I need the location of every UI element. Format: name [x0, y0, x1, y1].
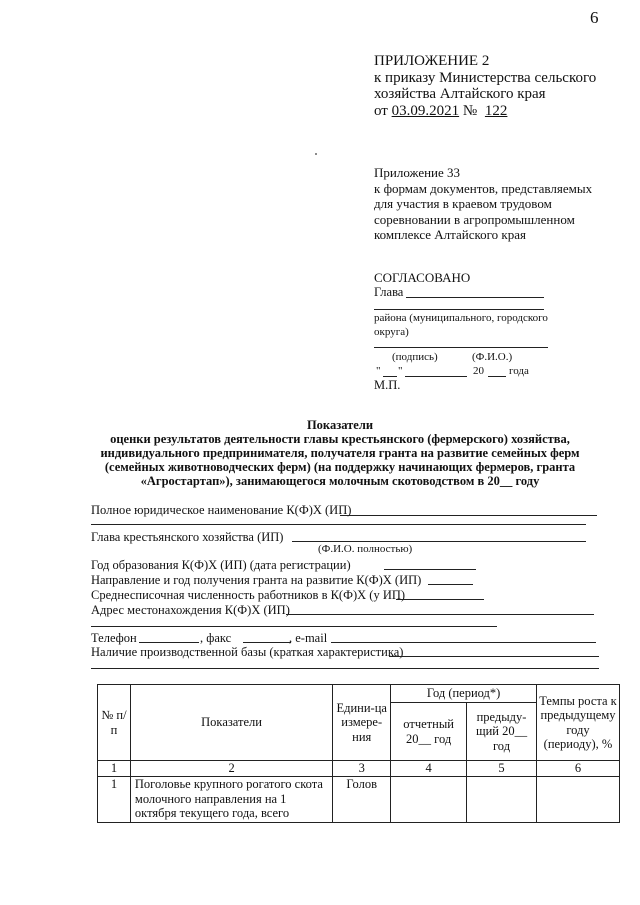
appendix-33-block [374, 165, 592, 243]
approval-head-line[interactable] [406, 297, 544, 298]
month-line[interactable] [405, 376, 467, 377]
head-name-input-line[interactable] [292, 541, 586, 542]
address-label: Адрес местонахождения К(Ф)Х (ИП) [91, 603, 290, 617]
year-prefix: 20 [473, 365, 484, 377]
full-name-input-line[interactable] [340, 515, 597, 516]
appendix-33-line2: к формам документов, представляемых [374, 180, 593, 196]
col-num-2: 2 [130, 761, 332, 777]
header-period: Год (период*) [391, 685, 537, 703]
production-base-input-line-2[interactable] [91, 668, 599, 669]
production-base-input-line[interactable] [389, 656, 599, 657]
header-indicators: Показатели [130, 685, 332, 761]
grant-input-line[interactable] [428, 584, 473, 585]
header-num: № п/п [98, 685, 131, 761]
appendix-33-line3: для участия в краевом трудовом [374, 196, 552, 211]
row1-indicator: Поголовье крупного рогатого скота молочного направления на 1 октября текущего года, всего [130, 777, 332, 823]
heading-title: Показатели [306, 418, 374, 432]
row1-reporting-value[interactable] [391, 777, 467, 823]
header-growth-rate: Темпы роста к предыдущему году (периоду), % [536, 685, 619, 761]
order-number: 122 [484, 102, 508, 119]
table-row [98, 777, 620, 823]
row1-previous-value[interactable] [467, 777, 537, 823]
grant-label: Направление и год получения гранта на развитие К(Ф)Х (ИП) [91, 573, 422, 587]
year-line[interactable] [488, 376, 506, 377]
col-num-4: 4 [391, 761, 467, 777]
approval-district: района (муниципального, городского [374, 312, 548, 324]
fio-full-hint: (Ф.И.О. полностью) [318, 543, 413, 555]
date-open-quote: " [376, 365, 381, 377]
heading-line1: оценки результатов деятельности главы крестьянского (фермерского) хозяйства, [110, 432, 570, 446]
workers-label: Среднесписочная численность работников в К(Ф)Х (у ИП) [91, 588, 406, 602]
header-reporting-year: отчетный 20__ год [391, 703, 467, 761]
heading-line2: индивидуального предпринимателя, получателя гранта на развитие семейных ферм [100, 446, 580, 460]
stamp-label: М.П. [374, 378, 401, 392]
appendix-33-line4: соревновании в агропромышленном [374, 211, 575, 227]
fax-label: , факс [200, 631, 232, 645]
year-suffix: года [509, 365, 529, 377]
appendix-2-block [374, 53, 596, 119]
approval-head-line-2[interactable] [374, 309, 544, 310]
indicators-table [97, 684, 620, 823]
year-founded-label: Год образования К(Ф)Х (ИП) (дата регистрации) [91, 558, 351, 572]
address-input-line-2[interactable] [91, 626, 497, 627]
signature-label: (подпись) [392, 351, 438, 363]
header-unit: Едини-ца измере-ния [333, 685, 391, 761]
page-number: 6 [590, 8, 599, 27]
workers-input-line[interactable] [396, 599, 484, 600]
appendix-2-title: ПРИЛОЖЕНИЕ 2 [374, 53, 490, 69]
full-name-input-line-2[interactable] [91, 524, 586, 525]
appendix-2-line3: хозяйства Алтайского края [374, 86, 546, 102]
signature-line[interactable] [374, 347, 548, 348]
fio-label: (Ф.И.О.) [472, 351, 513, 363]
production-base-label: Наличие производственной базы (краткая характеристика) [91, 645, 404, 659]
date-prefix: от [374, 102, 392, 119]
row1-num: 1 [98, 777, 131, 823]
col-num-5: 5 [467, 761, 537, 777]
order-date: 03.09.2021 [391, 102, 460, 119]
day-line[interactable] [383, 376, 397, 377]
appendix-33-line5: комплексе Алтайского края [374, 227, 526, 242]
approval-title: СОГЛАСОВАНО [374, 270, 471, 285]
indicators-heading [80, 418, 600, 488]
col-num-3: 3 [333, 761, 391, 777]
approval-head-label: Глава [374, 285, 404, 299]
col-num-6: 6 [536, 761, 619, 777]
col-num-1: 1 [98, 761, 131, 777]
row1-growth-rate[interactable] [536, 777, 619, 823]
appendix-2-line2: к приказу Министерства сельского [374, 69, 597, 86]
header-previous-year: предыду-щий 20__ год [467, 703, 537, 761]
year-founded-input-line[interactable] [384, 569, 476, 570]
appendix-2-date-line [374, 103, 596, 120]
row1-unit: Голов [333, 777, 391, 823]
email-input-line[interactable] [331, 642, 596, 643]
address-input-line[interactable] [286, 614, 594, 615]
heading-line4: «Агростартап»), занимающегося молочным скотоводством в 20__ году [140, 474, 540, 488]
approval-okrug: округа) [374, 326, 409, 338]
phone-input-line[interactable] [139, 642, 199, 643]
number-label: № [459, 102, 481, 119]
full-name-label: Полное юридическое наименование К(Ф)Х (ИП) [91, 503, 352, 517]
scan-speck [315, 153, 317, 155]
appendix-33-line1: Приложение 33 [374, 165, 461, 180]
head-name-label: Глава крестьянского хозяйства (ИП) [91, 530, 284, 544]
email-label: , e-mail [289, 631, 328, 645]
heading-line3: (семейных животноводческих ферм) (на поддержку начинающих фермеров, гранта [104, 460, 576, 474]
fax-input-line[interactable] [243, 642, 291, 643]
phone-label: Телефон [91, 631, 137, 645]
date-close-quote: " [398, 365, 403, 377]
